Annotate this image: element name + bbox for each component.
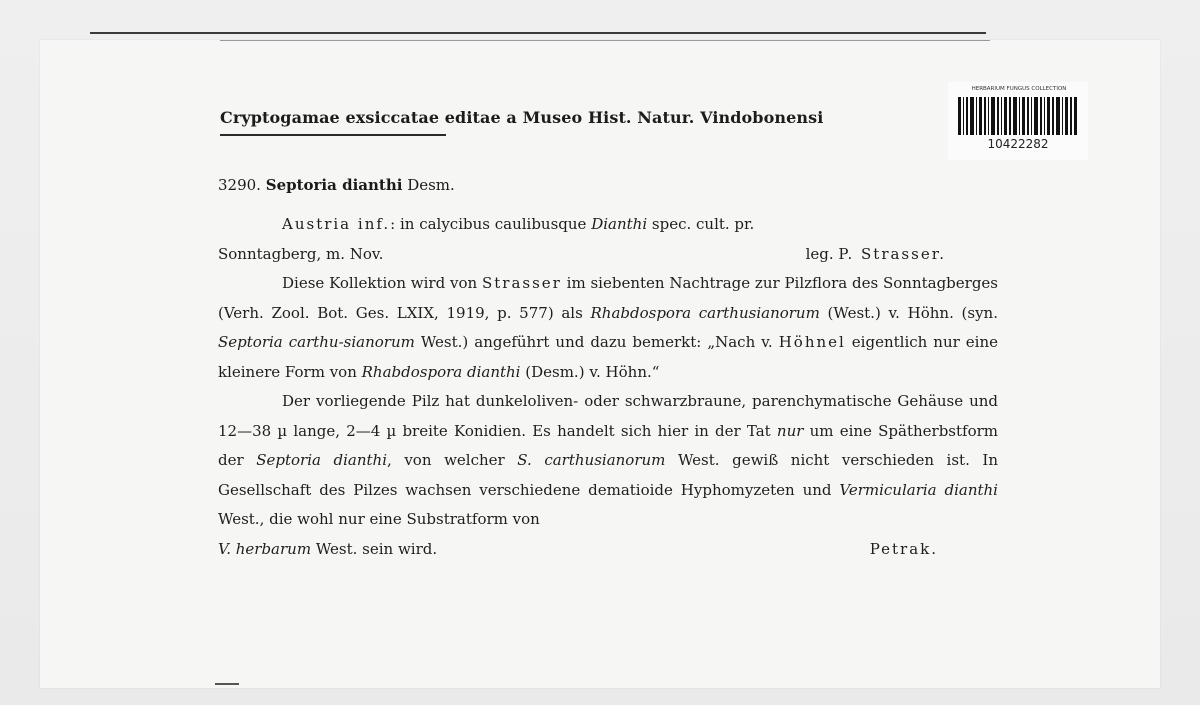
signature-row	[218, 535, 998, 565]
label-body	[218, 210, 998, 564]
species-name: Septoria dianthi	[265, 176, 403, 194]
note1-text: (West.) v. Höhn. (syn.	[819, 303, 998, 322]
exsiccata-number: 3290.	[218, 176, 261, 194]
note2-text: um eine Spätherbstform der	[218, 421, 998, 469]
emphasis: nur	[776, 421, 804, 440]
host-name: Dianthi	[591, 215, 648, 233]
bottom-mark	[215, 683, 239, 685]
taxon-name: S. carthusianorum	[517, 451, 666, 469]
note1-text: West.) angeführt und dazu bemerkt: „Nach v.	[414, 333, 779, 351]
taxon-name: Vermicularia dianthi	[839, 480, 998, 499]
barcode-icon	[958, 97, 1078, 135]
species-heading	[218, 176, 455, 194]
taxon-name: Rhabdospora carthusianorum	[590, 303, 820, 322]
collector-line	[806, 240, 946, 270]
taxon-name: V. herbarum	[218, 539, 312, 558]
note-paragraph-2	[218, 387, 998, 535]
note2-text: West., die wohl nur eine Substratform von	[218, 510, 540, 528]
note1-text: (Desm.) v. Höhn.“	[520, 362, 660, 381]
taxon-name: Septoria dianthi	[256, 451, 387, 469]
locality-region: Austria inf.	[282, 215, 391, 233]
person-hoehnel: Höhnel	[778, 333, 846, 351]
collector-name: P. Strasser.	[838, 244, 946, 263]
note1-text: Diese Kollektion wird von	[282, 274, 482, 292]
barcode-institution: HERBARIUM FUNGUS COLLECTION	[971, 86, 1067, 92]
top-rule-thin	[220, 40, 990, 41]
species-author: Desm.	[407, 176, 455, 194]
taxon-name: Rhabdospora dianthi	[361, 362, 521, 381]
person-strasser: Strasser	[481, 274, 562, 292]
taxon-name: Septoria carthu-sianorum	[218, 333, 415, 351]
locality-paragraph	[218, 210, 998, 240]
signature-petrak: Petrak.	[869, 539, 938, 558]
note2-text: , von welcher	[387, 451, 518, 469]
top-rule	[90, 32, 986, 34]
final-line	[218, 535, 437, 565]
note2-text: West. gewiß nicht verschieden ist. In Gesellschaft des Pilzes wachsen verschiedene dematioide Hyphomyzeten und	[218, 451, 998, 499]
series-title-rest: editae a Museo Hist. Natur. Vindobonensi	[439, 108, 824, 127]
locality-text-2: spec. cult. pr.	[647, 215, 755, 233]
series-header	[220, 108, 823, 127]
series-title-underlined: Cryptogamae exsiccatae	[220, 108, 440, 127]
locality-text: : in calycibus caulibusque	[390, 215, 592, 233]
note2-text: West. sein wird.	[311, 539, 438, 558]
barcode-number: 10422282	[987, 137, 1049, 151]
note1-text: im siebenten Nachtrage zur Pilzflora des Sonntagberges (Verh. Zool. Bot. Ges. LXIX, 1919, p. 577) als	[218, 274, 998, 322]
locality-row	[218, 240, 998, 270]
note1-text: eigentlich nur eine kleinere Form von	[218, 333, 999, 381]
barcode-label	[948, 82, 1088, 160]
note-paragraph-1	[218, 269, 998, 387]
collector-prefix: leg.	[805, 244, 839, 263]
locality-place: Sonntagberg, m. Nov.	[218, 244, 384, 263]
note2-text: Der vorliegende Pilz hat dunkeloliven- oder schwarzbraune, parenchymatische Gehäuse und 12—38 µ lange, 2—4 µ breite Konidien. Es handelt sich hier in der Tat	[218, 392, 998, 440]
header-underline	[220, 134, 446, 136]
